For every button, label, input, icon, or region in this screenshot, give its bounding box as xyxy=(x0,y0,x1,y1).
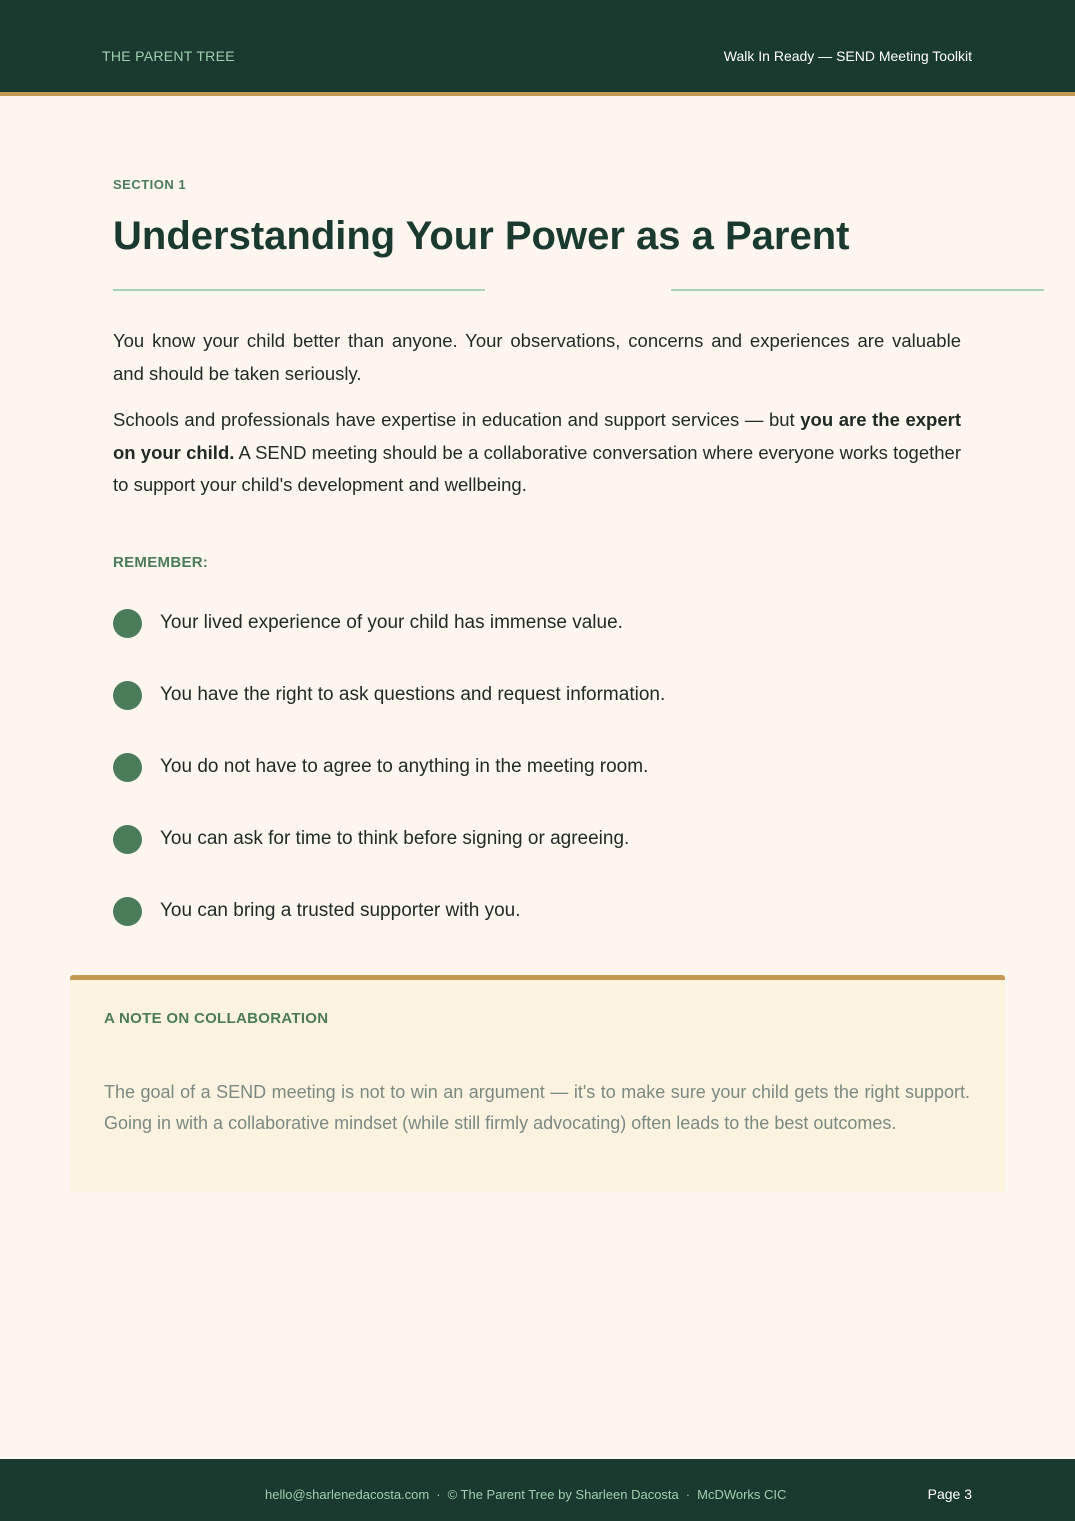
list-item xyxy=(113,823,973,895)
bullet-dot-icon xyxy=(113,681,142,710)
bullet-dot-icon xyxy=(113,753,142,782)
intro-paragraph-2-emphasis: you are the expert on your child. xyxy=(113,409,961,463)
document-title: Walk In Ready — SEND Meeting Toolkit xyxy=(723,48,972,64)
bullet-dot-icon xyxy=(113,897,142,926)
list-item xyxy=(113,751,973,823)
footer-org: McDWorks CIC xyxy=(697,1487,787,1502)
intro-paragraph-1: You know your child better than anyone. Your observations, concerns and experiences are valuable and should be taken seriously. xyxy=(113,330,961,384)
bullet-dot-icon xyxy=(113,825,142,854)
bullet-dot-icon xyxy=(113,609,142,638)
list-item xyxy=(113,607,973,679)
list-item xyxy=(113,895,973,967)
footer-meta xyxy=(265,1487,786,1502)
note-title: A NOTE ON COLLABORATION xyxy=(104,1010,329,1027)
list-item-text: You can bring a trusted supporter with you. xyxy=(160,900,521,921)
list-item-text: You do not have to agree to anything in the meeting room. xyxy=(160,756,649,777)
divider-left xyxy=(113,289,485,291)
divider-right xyxy=(671,289,1044,291)
list-item-text: You have the right to ask questions and request information. xyxy=(160,684,666,705)
section-label: SECTION 1 xyxy=(113,177,187,192)
intro-paragraph-2-start: Schools and professionals have expertise in education and support services — but xyxy=(113,409,801,430)
list-item xyxy=(113,679,973,751)
collaboration-note-box xyxy=(70,975,1005,1192)
footer-separator: · xyxy=(436,1487,441,1502)
footer-email: hello@sharlenedacosta.com xyxy=(265,1487,430,1502)
remember-label: REMEMBER: xyxy=(113,554,209,571)
list-item-text: Your lived experience of your child has immense value. xyxy=(160,612,623,633)
remember-list xyxy=(113,607,973,967)
page-header xyxy=(0,0,1075,96)
list-item-text: You can ask for time to think before signing or agreeing. xyxy=(160,828,630,849)
page-footer xyxy=(0,1459,1075,1521)
page-number: Page 3 xyxy=(927,1486,972,1502)
note-body: The goal of a SEND meeting is not to win an argument — it's to make sure your child gets the right support. Going in with a collaborative mindset (while still firmly advocating) often leads to the best outcomes. xyxy=(104,1082,970,1133)
footer-copyright: © The Parent Tree by Sharleen Dacosta xyxy=(447,1487,679,1502)
brand-name: THE PARENT TREE xyxy=(102,48,235,64)
intro-text xyxy=(113,325,961,516)
intro-paragraph-2-end: A SEND meeting should be a collaborative conversation where everyone works together to support your child's development and wellbeing. xyxy=(113,441,961,495)
page-title: Understanding Your Power as a Parent xyxy=(113,214,850,258)
intro-paragraph-2 xyxy=(113,404,961,502)
footer-separator: · xyxy=(685,1487,691,1502)
